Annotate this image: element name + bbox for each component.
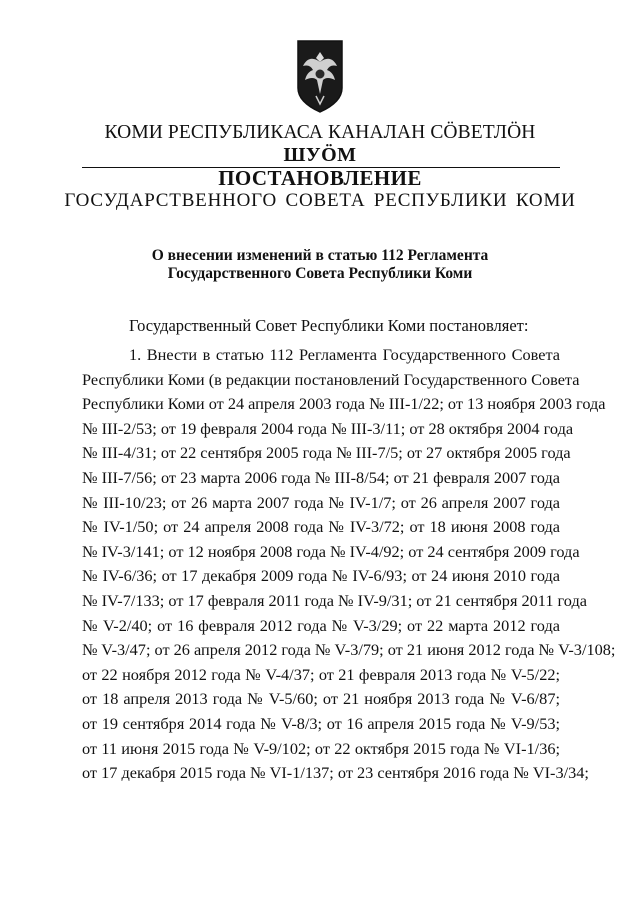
body-line: № IV-7/133; от 17 февраля 2011 года № IV-9/31; от 21 сентября 2011 года — [82, 590, 587, 610]
komi-language-heading: КОМИ РЕСПУБЛИКАСА КАНАЛАН СÖВЕТЛÖН — [104, 122, 536, 143]
body-text — [82, 343, 616, 786]
body-line: 1. Внести в статью 112 Регламента Государственного Совета — [129, 345, 560, 364]
body-line: № III-7/56; от 23 марта 2006 года № III-8/54; от 21 февраля 2007 года — [82, 467, 560, 487]
body-line: от 19 сентября 2014 года № V-8/3; от 16 апреля 2015 года № V-9/53; — [82, 713, 560, 733]
body-line: Республики Коми от 24 апреля 2003 года № III-1/22; от 13 ноября 2003 года — [82, 394, 606, 414]
body-line: от 11 июня 2015 года № V-9/102; от 22 октября 2015 года № VI-1/36; — [82, 738, 560, 758]
body-line: Республики Коми (в редакции постановлений Государственного Совета — [82, 369, 580, 389]
shuom-heading: ШУÖМ — [283, 144, 357, 166]
state-council-heading: ГОСУДАРСТВЕННОГО СОВЕТА РЕСПУБЛИКИ КОМИ — [64, 190, 576, 211]
body-line: № IV-6/36; от 17 декабря 2009 года № IV-6/93; от 24 июня 2010 года — [82, 566, 560, 586]
body-line: № IV-3/141; от 12 ноября 2008 года № IV-4/92; от 24 сентября 2009 года — [82, 541, 580, 561]
document-title-line-1: О внесении изменений в статью 112 Регламента — [151, 247, 489, 264]
body-line: № III-10/23; от 26 марта 2007 года № IV-1/7; от 26 апреля 2007 года — [82, 492, 560, 512]
coat-of-arms-icon — [295, 38, 345, 114]
body-line: от 17 декабря 2015 года № VI-1/137; от 23 сентября 2016 года № VI-3/34; — [82, 763, 589, 783]
postanovlenie-heading: ПОСТАНОВЛЕНИЕ — [218, 166, 422, 190]
body-line: № III-2/53; от 19 февраля 2004 года № III-3/11; от 28 октября 2004 года — [82, 418, 574, 438]
body-line: от 18 апреля 2013 года № V-5/60; от 21 ноября 2013 года № V-6/87; — [82, 689, 560, 709]
body-line: № V-2/40; от 16 февраля 2012 года № V-3/29; от 22 марта 2012 года — [82, 615, 560, 635]
body-line: № IV-1/50; от 24 апреля 2008 года № IV-3/72; от 18 июня 2008 года — [82, 517, 560, 537]
body-line: от 22 ноября 2012 года № V-4/37; от 21 февраля 2013 года № V-5/22; — [82, 664, 560, 684]
body-line: № V-3/47; от 26 апреля 2012 года № V-3/79; от 21 июня 2012 года № V-3/108; — [82, 640, 616, 660]
body-line: № III-4/31; от 22 сентября 2005 года № III-7/5; от 27 октября 2005 года — [82, 443, 571, 463]
document-title-line-2: Государственного Совета Республики Коми — [167, 265, 473, 282]
intro-paragraph: Государственный Совет Республики Коми постановляет: — [129, 316, 529, 335]
